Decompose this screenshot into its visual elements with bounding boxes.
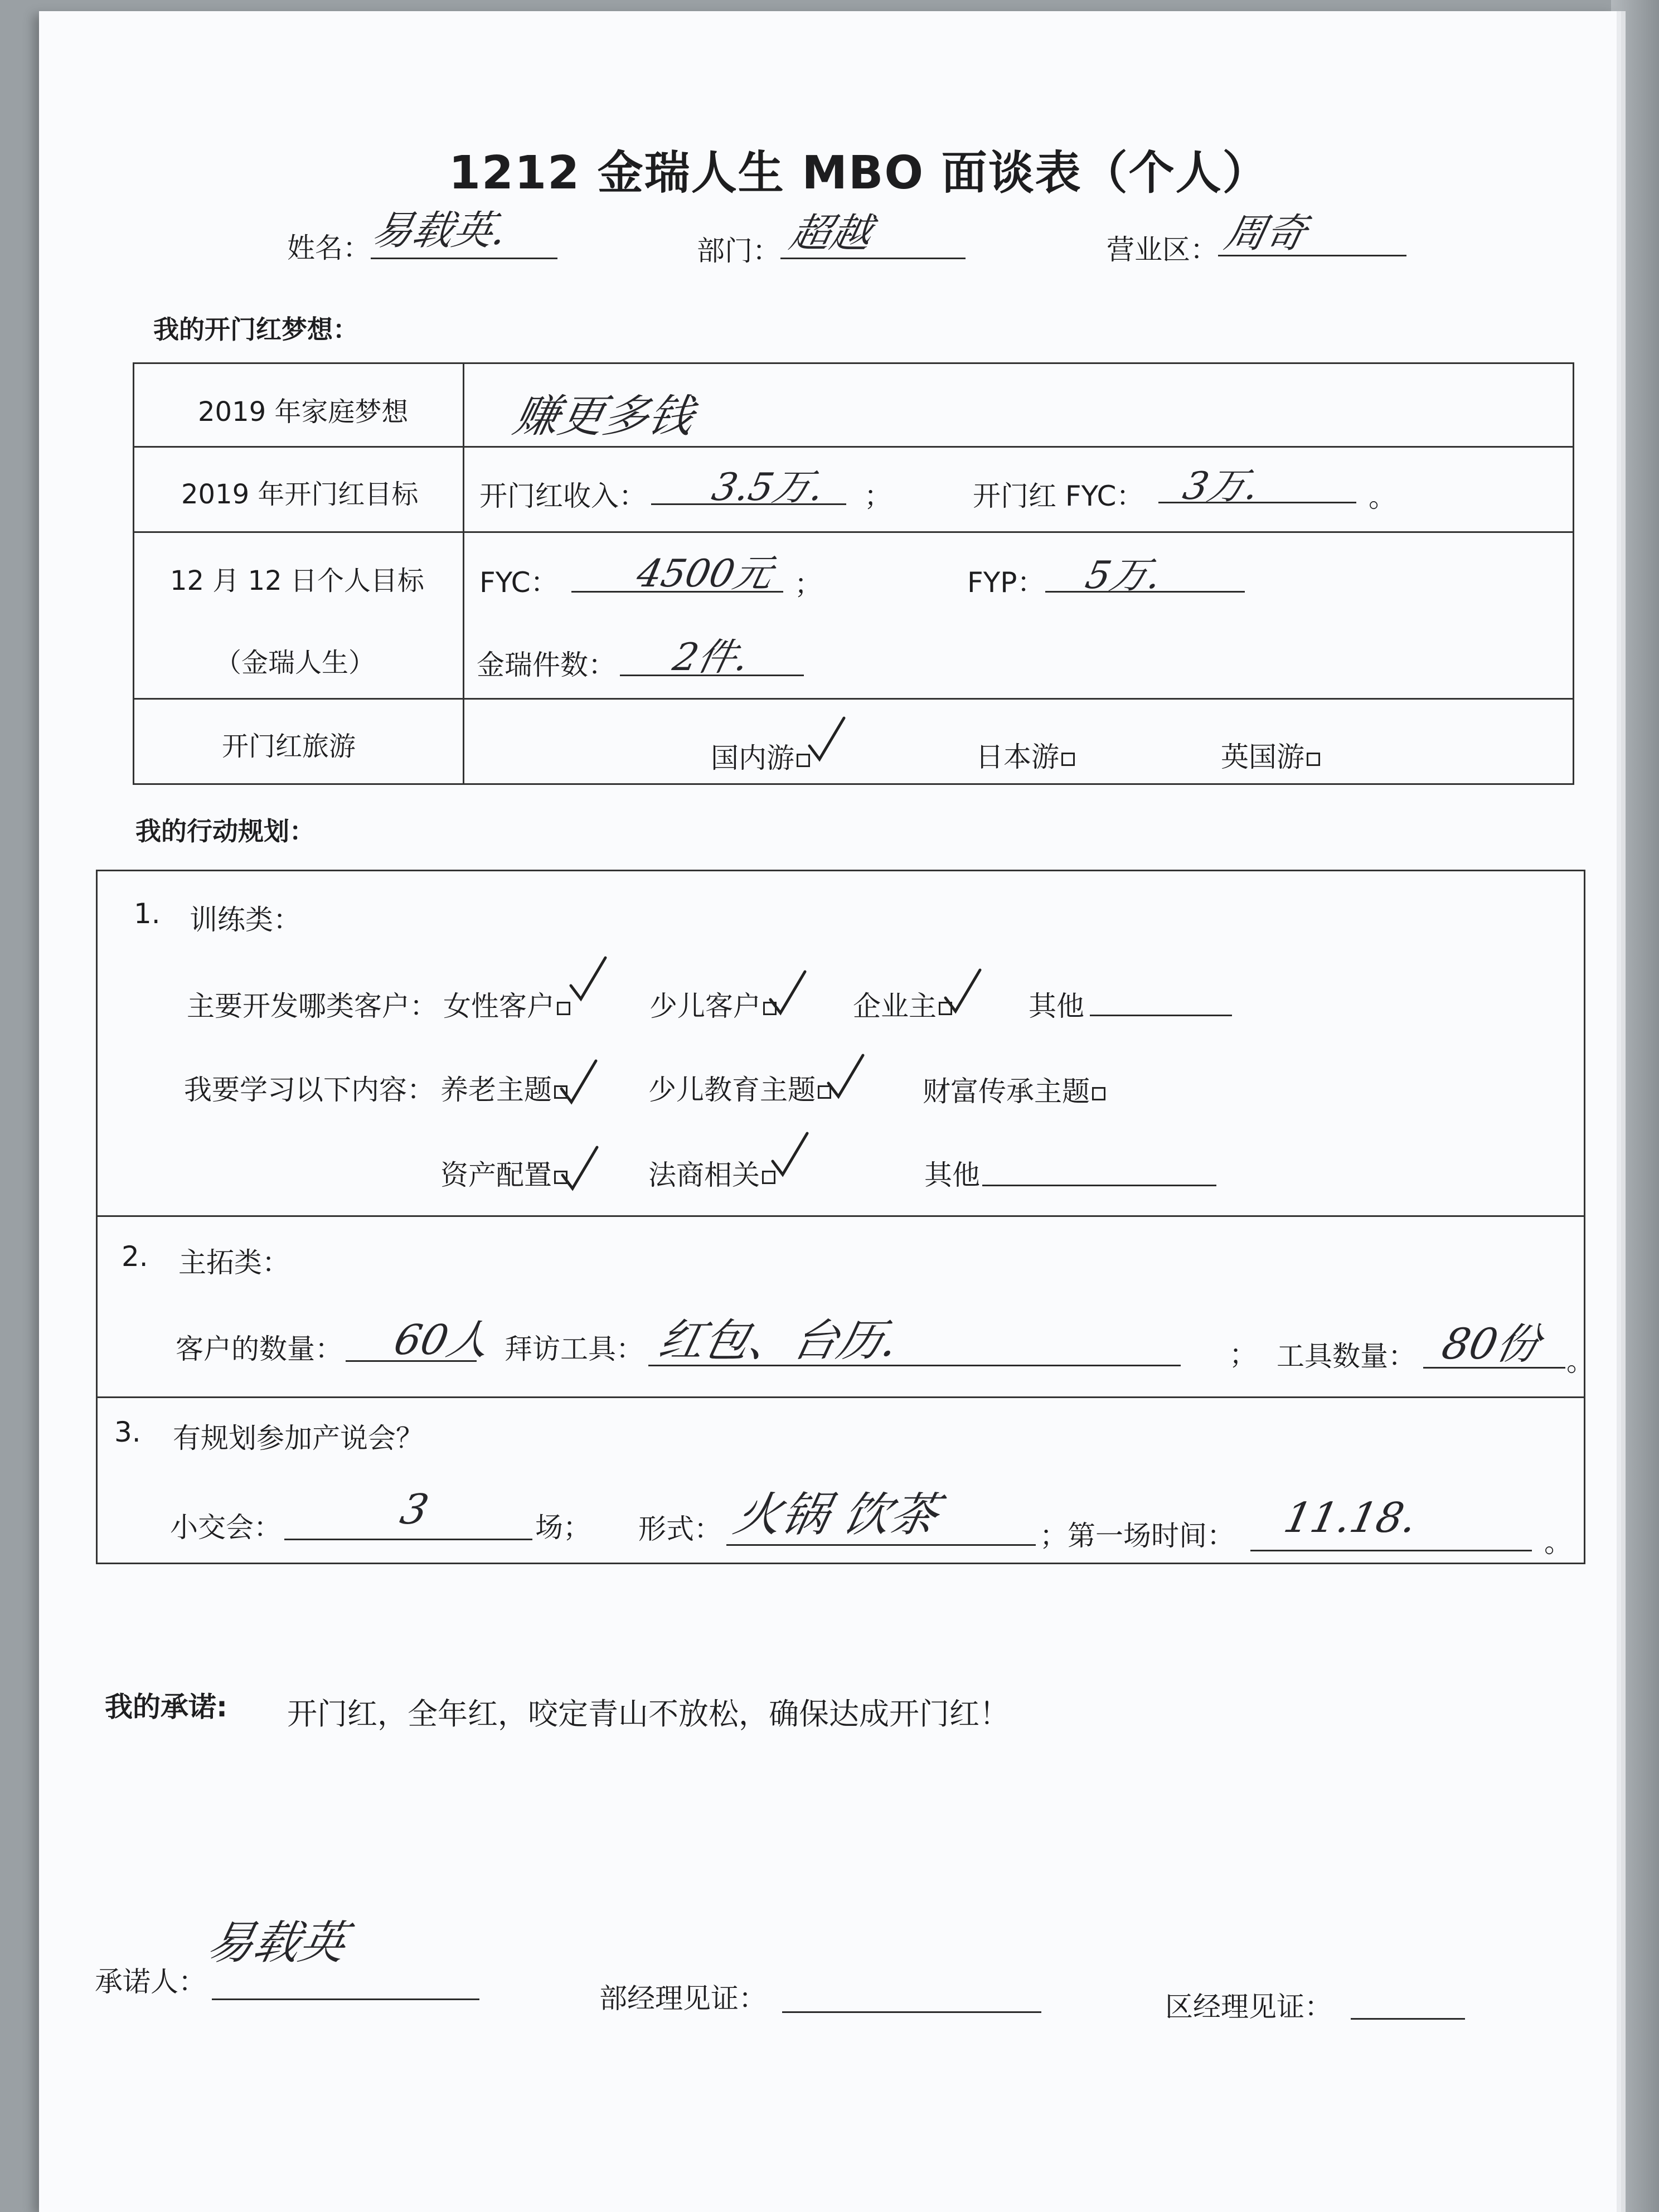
checkmark-icon [770,1129,809,1179]
kaimenhong-goal-label: 2019 年开门红目标 [181,479,419,510]
fyc-underline [1158,502,1356,503]
format-label: 形式： [638,1513,722,1545]
first-time-label: ；第一场时间： [1040,1520,1235,1552]
learn-option-wealth-inheritance[interactable]: 财富传承主题 [923,1069,1105,1109]
promisor-label: 承诺人： [95,1966,206,1998]
dream-row-line-1 [133,446,1573,448]
end-mark-2: 。 [1566,1345,1594,1377]
format-value: 火锅 饮茶 [729,1487,943,1542]
fyc-value: 3万. [1179,464,1263,508]
visit-tool-value: 红包、台历. [654,1314,903,1366]
jinrui-count-label: 金瑞件数： [477,649,616,681]
learn-option-asset-allocation[interactable]: 资产配置 [440,1153,567,1193]
customer-qty-label: 客户的数量： [176,1333,343,1365]
plan-row-line-2 [96,1396,1584,1398]
name-value: 易载英. [367,207,511,254]
travel-option-japan[interactable]: 日本游 [976,735,1075,775]
promise-text: 开门红，全年红，咬定青山不放松，确保达成开门红！ [287,1696,1010,1731]
checkbox-uk [1307,753,1320,766]
promise-heading: 我的承诺: [105,1691,227,1723]
section1-number: 1. [134,898,161,930]
learn-option-other: 其他 [924,1159,980,1191]
jinrui-count-underline [620,675,804,676]
personal-goal-sublabel: （金瑞人生） [215,647,376,678]
section3-number: 3. [114,1416,141,1448]
jinrui-count-value: 2件. [669,636,753,680]
department-manager-label: 部经理见证： [599,1982,767,2015]
learn-option-law-business[interactable]: 法商相关 [648,1153,775,1193]
checkmark-icon [807,714,846,764]
customer-other-underline [1090,1015,1232,1016]
area-manager-label: 区经理见证： [1165,1991,1332,2023]
department-label: 部门： [697,235,780,267]
separator-1: ； [864,480,892,512]
checkmark-icon [569,953,608,1003]
section3-title: 有规划参加产说会？ [173,1422,424,1454]
customer-option-children[interactable]: 少儿客户 [649,984,777,1024]
section1-title: 训练类： [190,904,301,936]
small-meeting-underline [284,1539,532,1540]
dream-row-line-2 [133,531,1573,533]
separator-3: ； [1229,1338,1257,1371]
background-edge [1611,0,1659,2212]
fyc2-label: FYC： [479,566,559,599]
checkmark-icon [943,966,982,1016]
checkmark-icon [826,1051,865,1101]
promisor-signature: 易载英 [202,1917,351,1970]
tool-qty-label: 工具数量： [1277,1340,1416,1372]
dream-table-divider [463,362,464,783]
small-meeting-label: 小交会： [170,1511,282,1544]
learn-option-child-education[interactable]: 少儿教育主题 [648,1068,831,1108]
checkbox-japan [1061,753,1075,766]
area-value: 周奇 [1220,210,1311,256]
travel-label: 开门红旅游 [222,731,356,762]
promisor-underline [212,1998,479,2000]
customer-qty-underline [346,1360,477,1362]
fyc2-underline [571,591,783,593]
form-title: 1212 金瑞人生 MBO 面谈表（个人） [449,147,1269,200]
first-time-value: 11.18. [1279,1494,1422,1542]
fyp-label: FYP： [967,566,1045,599]
visit-tool-underline [648,1365,1181,1366]
small-meeting-value: 3 [396,1486,433,1534]
income-underline [651,503,846,505]
customer-option-other: 其他 [1029,990,1084,1022]
learn-label: 我要学习以下内容： [184,1074,435,1106]
checkbox-women [557,1002,570,1015]
department-value: 超越 [785,210,876,256]
checkbox-wealth-inheritance [1092,1087,1105,1100]
fyc2-value: 4500元 [633,552,777,596]
travel-option-domestic[interactable]: 国内游 [711,736,810,776]
area-manager-underline [1351,2018,1465,2020]
department-manager-underline [782,2011,1041,2013]
family-dream-label: 2019 年家庭梦想 [198,396,409,428]
checkmark-icon [560,1143,599,1193]
income-label: 开门红收入： [479,480,647,512]
separator-2: ； [794,568,822,600]
first-time-underline [1250,1550,1532,1551]
fyc-label: 开门红 FYC： [973,480,1144,512]
dream-heading: 我的开门红梦想： [153,314,358,345]
customers-label: 主要开发哪类客户： [187,990,438,1022]
end-mark-1: 。 [1369,481,1396,513]
travel-option-uk[interactable]: 英国游 [1221,735,1320,775]
fyp-underline [1045,591,1245,593]
area-underline [1218,255,1406,256]
personal-goal-label: 12 月 12 日个人目标 [170,565,424,596]
learn-option-pension[interactable]: 养老主题 [440,1068,567,1108]
end-mark-3: 。 [1544,1526,1572,1559]
customer-qty-value: 60人 [390,1316,494,1364]
customer-option-business[interactable]: 企业主 [853,984,952,1024]
dream-row-line-3 [133,698,1573,700]
area-label: 营业区： [1107,234,1218,266]
name-label: 姓名： [287,232,371,264]
name-underline [371,258,557,259]
tool-qty-underline [1423,1367,1565,1369]
tool-qty-value: 80份 [1438,1319,1545,1369]
learn-other-underline [982,1185,1216,1186]
section2-title: 主拓类： [178,1246,290,1279]
visit-tool-label: 拜访工具： [505,1333,644,1365]
checkmark-icon [768,967,807,1017]
income-value: 3.5万. [708,465,828,510]
section2-number: 2. [122,1240,148,1273]
plan-table [96,870,1585,1564]
customer-option-women[interactable]: 女性客户 [443,984,570,1024]
department-underline [780,258,966,259]
family-dream-value: 赚更多钱 [509,390,699,442]
format-underline [726,1544,1036,1546]
plan-heading: 我的行动规划： [135,816,315,846]
fyp-value: 5万. [1081,554,1166,598]
plan-row-line-1 [96,1215,1584,1217]
checkmark-icon [559,1056,598,1107]
sessions-label: 场； [535,1511,591,1544]
